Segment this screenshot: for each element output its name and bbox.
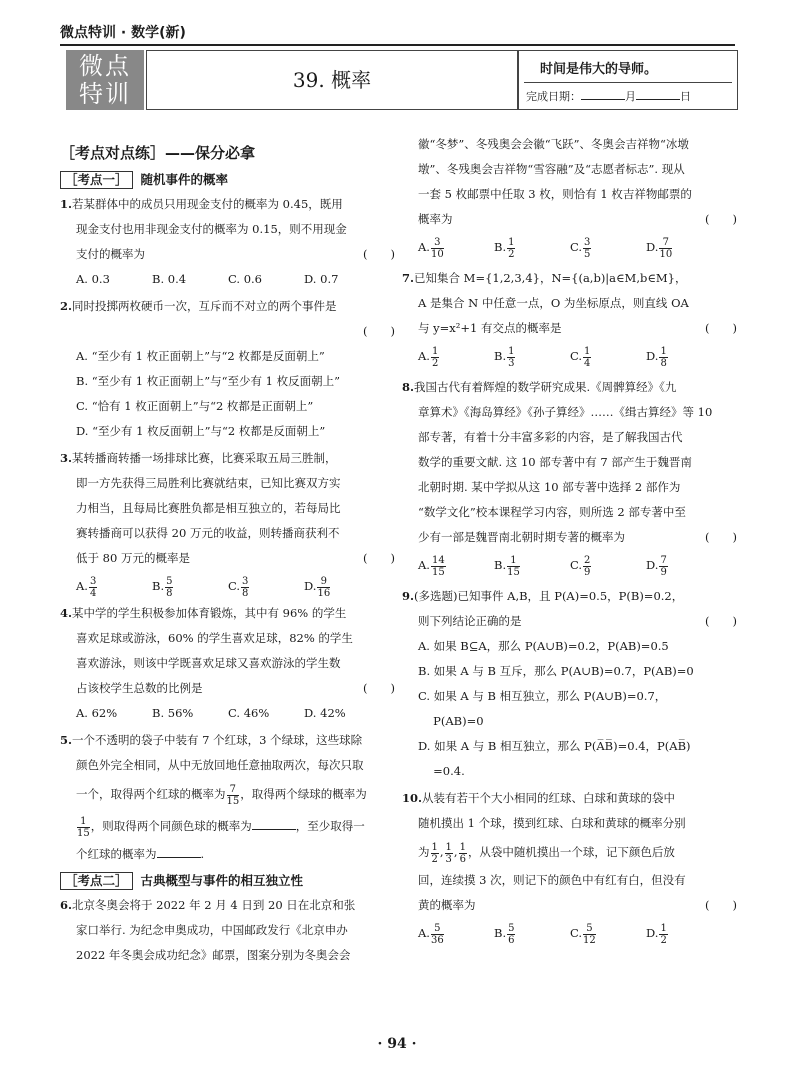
fraction	[89, 576, 97, 599]
fraction	[431, 842, 439, 865]
option-b[interactable]: B. “至少有 1 枚正面朝上”与“至少有 1 枚反面朝上”	[76, 374, 341, 388]
denominator: 4	[584, 357, 591, 369]
option-letter: A.	[418, 240, 430, 254]
option-letter: B.	[152, 579, 165, 593]
fraction	[77, 816, 90, 839]
day-label: 日	[680, 90, 691, 103]
left-column	[60, 140, 395, 968]
question-text: 一个不透明的袋子中装有 7 个红球，3 个绿球，这些球除	[72, 733, 363, 747]
fraction	[431, 346, 439, 369]
denominator: 15	[77, 827, 90, 839]
option-letter: C.	[570, 926, 583, 940]
options	[402, 341, 737, 371]
numerator: 3	[242, 575, 249, 587]
question-3	[60, 446, 395, 601]
options	[60, 571, 395, 601]
option-letter: D.	[646, 926, 659, 940]
question-text: 喜欢足球或游泳，60% 的学生喜欢足球，82% 的学生	[76, 631, 353, 645]
numerator: 5	[166, 575, 173, 587]
question-text: 赛转播商可以获得 20 万元的收益，则转播商获利不	[76, 526, 340, 540]
question-text: 一个，取得两个红球的概率为	[76, 787, 226, 801]
option-letter: A.	[418, 926, 430, 940]
numerator: 3	[431, 237, 444, 249]
option-letter: D.	[646, 240, 659, 254]
motto: 时间是伟大的导师。	[540, 62, 658, 77]
option-letter: B.	[494, 558, 507, 572]
denominator: 2	[431, 853, 438, 865]
denominator: 2	[508, 248, 515, 260]
question-text: 概率为	[418, 212, 453, 226]
section-heading: ［考点对点练］——保分必拿	[60, 144, 256, 162]
question-text: 个红球的概率为	[76, 847, 157, 861]
question-number: 1.	[60, 197, 73, 211]
question-text: 与 y=x²+1 有交点的概率是	[418, 321, 562, 335]
question-number: 6.	[60, 898, 73, 912]
denominator: 9	[660, 566, 667, 578]
question-5	[60, 728, 395, 867]
option-a[interactable]: A. 0.3	[76, 272, 110, 286]
options	[402, 232, 737, 262]
question-number: 10.	[402, 791, 423, 805]
fraction	[431, 555, 446, 578]
question-text: ，从袋中随机摸出一个球，记下颜色后放	[467, 845, 675, 859]
question-text: 回，连续摸 3 次，则记下的颜色中有红有白，但没有	[418, 873, 686, 887]
numerator: 5	[508, 922, 515, 934]
topic-title: 古典概型与事件的相互独立性	[140, 873, 304, 888]
numerator: 1	[459, 841, 466, 853]
denominator: 8	[660, 357, 667, 369]
question-text: ，取得两个绿球的概率为	[240, 787, 367, 801]
question-text: 现金支付也用非现金支付的概率为 0.15，则不用现金	[76, 222, 347, 236]
denominator: 10	[430, 248, 444, 260]
option-a[interactable]: A. “至少有 1 枚正面朝上”与“2 枚都是反面朝上”	[76, 349, 325, 363]
topic-tag: ［考点二］	[60, 872, 133, 890]
badge-line-2: 特训	[79, 80, 131, 108]
option-c[interactable]: C. 如果 A 与 B 相互独立，那么 P(A∪B)=0.7，	[418, 689, 667, 703]
question-4	[60, 601, 395, 726]
option-b[interactable]	[152, 571, 228, 601]
fraction	[507, 346, 515, 369]
fraction	[431, 237, 444, 260]
question-text: 从装有若干个大小相同的红球、白球和黄球的袋中	[422, 791, 676, 805]
question-text: “数学文化”校本课程学习内容，则所选 2 部专著中至	[418, 505, 686, 519]
fraction	[317, 576, 330, 599]
question-text: 黄的概率为	[418, 898, 476, 912]
question-text: 即一方先获得三局胜利比赛就结束，已知比赛双方实	[76, 476, 341, 490]
topic-title: 随机事件的概率	[140, 172, 229, 187]
question-text: 2022 年冬奥会成功纪念》邮票，图案分别为冬奥会会	[76, 948, 351, 962]
fraction	[583, 555, 591, 578]
question-number: 2.	[60, 299, 73, 313]
question-text: 则下列结论正确的是	[418, 614, 522, 628]
option-a[interactable]: A. 如果 B⊆A，那么 P(A∪B)=0.2，P(AB)=0.5	[418, 639, 669, 653]
option-b[interactable]	[494, 918, 570, 948]
numerator: 7	[659, 237, 672, 249]
numerator: 9	[317, 576, 330, 588]
page-number: · 94 ·	[377, 1036, 417, 1052]
question-text: 墩”、冬残奥会吉祥物“雪容融”及“志愿者标志”. 现从	[418, 162, 685, 176]
option-a[interactable]	[418, 918, 494, 948]
option-d[interactable]	[646, 550, 722, 580]
header-rule	[60, 44, 735, 46]
badge-line-1: 微点	[79, 52, 131, 80]
question-text: 某中学的学生积极参加体育锻炼，其中有 96% 的学生	[72, 606, 347, 620]
question-text: 为	[418, 845, 430, 859]
option-d[interactable]	[646, 341, 722, 371]
option-c[interactable]	[570, 918, 646, 948]
numerator: 1	[431, 841, 438, 853]
answer-paren[interactable]: ( )	[363, 681, 395, 695]
numerator: 1	[507, 555, 520, 567]
denominator: 4	[89, 587, 97, 599]
fraction	[241, 576, 249, 599]
topic-2-heading	[60, 869, 395, 893]
option-a[interactable]	[418, 550, 494, 580]
question-number: 4.	[60, 606, 73, 620]
numerator: 1	[431, 345, 439, 357]
day-blank[interactable]	[636, 89, 680, 100]
fraction	[583, 923, 596, 946]
option-letter: C.	[228, 579, 241, 593]
denominator: 2	[431, 357, 439, 369]
question-text: 家口举行. 为纪念申奥成功，中国邮政发行《北京申办	[76, 923, 348, 937]
fraction	[583, 346, 591, 369]
denominator: 16	[317, 587, 331, 599]
question-text: 占该校学生总数的比例是	[76, 681, 203, 695]
option-c-continued: P(AB)=0	[418, 714, 484, 728]
numerator: 5	[583, 923, 596, 935]
numerator: 3	[584, 236, 591, 248]
question-text: 颜色外完全相同，从中无放回地任意抽取两次，每次只取	[76, 758, 364, 772]
question-number: 8.	[402, 380, 415, 394]
option-letter: D.	[646, 349, 659, 363]
option-letter: C.	[570, 240, 583, 254]
option-letter: A.	[418, 558, 430, 572]
numerator: 5	[431, 923, 444, 935]
fraction	[227, 784, 240, 807]
option-letter: D.	[304, 579, 317, 593]
option-b[interactable]	[494, 232, 570, 262]
option-d[interactable]	[646, 918, 722, 948]
fraction	[165, 576, 173, 599]
numerator: 3	[89, 575, 97, 587]
numerator: 1	[445, 841, 452, 853]
month-blank[interactable]	[581, 89, 625, 100]
numerator: 7	[227, 784, 240, 796]
numerator: 1	[660, 922, 667, 934]
option-b[interactable]: B. 56%	[152, 706, 194, 720]
question-number: 7.	[402, 271, 415, 285]
section-badge	[66, 50, 144, 110]
option-letter: C.	[570, 558, 583, 572]
option-c[interactable]: C. “恰有 1 枚正面朝上”与“2 枚都是正面朝上”	[76, 399, 314, 413]
answer-paren[interactable]: ( )	[705, 530, 737, 544]
question-text: 北京冬奥会将于 2022 年 2 月 4 日到 20 日在北京和张	[72, 898, 356, 912]
fraction	[507, 923, 515, 946]
fraction	[659, 923, 667, 946]
topic-1-heading	[60, 168, 395, 192]
question-number: 9.	[402, 589, 415, 603]
numerator: 1	[77, 816, 90, 828]
answer-blank[interactable]	[252, 817, 296, 830]
denominator: 12	[583, 934, 596, 946]
option-letter: B.	[494, 349, 507, 363]
question-text: 徽“冬梦”、冬残奥会会徽“飞跃”、冬奥会吉祥物“冰墩	[418, 137, 689, 151]
option-d[interactable]: D. 如果 A 与 B 相互独立，那么 P(A̅B̅)=0.4，P(AB̅)	[418, 739, 691, 753]
answer-paren[interactable]: ( )	[705, 212, 737, 226]
option-c[interactable]	[570, 341, 646, 371]
question-text: 力相当，且每局比赛胜负都是相互独立的，若每局比	[76, 501, 341, 515]
numerator: 14	[431, 554, 445, 566]
question-2	[60, 294, 395, 444]
question-6-continued	[402, 132, 737, 262]
answer-paren[interactable]: ( )	[363, 324, 395, 338]
denominator: 15	[431, 566, 445, 578]
options	[402, 918, 737, 948]
question-text: 同时投掷两枚硬币一次，互斥而不对立的两个事件是	[72, 299, 337, 313]
answer-paren[interactable]: ( )	[363, 551, 395, 565]
option-c[interactable]	[570, 232, 646, 262]
denominator: 9	[584, 566, 591, 578]
options	[60, 267, 395, 292]
denominator: 6	[459, 853, 466, 865]
numerator: 1	[584, 345, 591, 357]
date-label: 完成日期：	[526, 90, 581, 103]
fraction	[445, 842, 453, 865]
numerator: 1	[660, 345, 667, 357]
question-text: (多选题)已知事件 A,B，且 P(A)=0.5，P(B)=0.2，	[414, 589, 684, 603]
question-text: 我国古代有着辉煌的数学研究成果.《周髀算经》《九	[414, 380, 677, 394]
denominator: 3	[508, 357, 515, 369]
question-text: 北朝时期. 某中学拟从这 10 部专著中选择 2 部作为	[418, 480, 681, 494]
question-7	[402, 266, 737, 371]
numerator: 7	[660, 554, 667, 566]
option-b[interactable]: B. 如果 A 与 B 互斥，那么 P(A∪B)=0.7，P(AB)=0	[418, 664, 694, 678]
fraction	[659, 346, 667, 369]
topic-tag: ［考点一］	[60, 171, 133, 189]
month-label: 月	[625, 90, 636, 103]
option-letter: A.	[418, 349, 430, 363]
question-text: 随机摸出 1 个球，摸到红球、白球和黄球的概率分别	[418, 816, 686, 830]
option-a[interactable]	[76, 571, 152, 601]
answer-paren[interactable]: ( )	[705, 614, 737, 628]
question-number: 5.	[60, 733, 73, 747]
question-1	[60, 192, 395, 292]
fraction	[459, 842, 467, 865]
denominator: 15	[226, 795, 240, 807]
option-c[interactable]: C. 46%	[228, 706, 270, 720]
option-d-continued: =0.4.	[418, 764, 465, 778]
numerator: 2	[584, 554, 591, 566]
option-d[interactable]: D. “至少有 1 枚反面朝上”与“2 枚都是反面朝上”	[76, 424, 326, 438]
denominator: 15	[507, 566, 520, 578]
fraction	[507, 555, 520, 578]
answer-paren[interactable]: ( )	[363, 247, 395, 261]
options	[60, 701, 395, 726]
answer-paren[interactable]: ( )	[705, 898, 737, 912]
question-text: 章算术》《海岛算经》《孙子算经》……《缉古算经》等 10	[418, 405, 713, 419]
denominator: 10	[659, 248, 673, 260]
answer-paren[interactable]: ( )	[705, 321, 737, 335]
option-c[interactable]	[570, 550, 646, 580]
question-text: ，至少取得一	[295, 819, 365, 833]
option-c[interactable]	[228, 571, 304, 601]
question-text: 一套 5 枚邮票中任取 3 枚，则恰有 1 枚吉祥物邮票的	[418, 187, 692, 201]
options	[402, 550, 737, 580]
denominator: 6	[508, 934, 515, 946]
question-6	[60, 893, 395, 968]
question-text: 某转播商转播一场排球比赛，比赛采取五局三胜制，	[72, 451, 337, 465]
question-text: 低于 80 万元的概率是	[76, 551, 190, 565]
fraction	[431, 923, 444, 946]
option-a[interactable]	[418, 232, 494, 262]
question-number: 3.	[60, 451, 73, 465]
option-b[interactable]	[494, 550, 570, 580]
series-title: 微点特训 · 数学(新)	[60, 25, 186, 41]
chapter-title: 39. 概率	[146, 50, 518, 110]
question-text: 少有一部是魏晋南北朝时期专著的概率为	[418, 530, 625, 544]
option-letter: B.	[494, 240, 507, 254]
denominator: 2	[660, 934, 667, 946]
option-b[interactable]	[494, 341, 570, 371]
numerator: 1	[508, 236, 515, 248]
answer-blank[interactable]	[157, 845, 201, 858]
option-a[interactable]	[418, 341, 494, 371]
question-text: 喜欢游泳，则该中学既喜欢足球又喜欢游泳的学生数	[76, 656, 341, 670]
question-text: .	[200, 847, 205, 861]
question-9	[402, 584, 737, 784]
fraction	[659, 555, 667, 578]
option-letter: B.	[494, 926, 507, 940]
option-d[interactable]: D. 0.7	[304, 272, 339, 286]
denominator: 36	[430, 934, 444, 946]
question-text: 若某群体中的成员只用现金支付的概率为 0.45，既用	[72, 197, 343, 211]
question-text: ，则取得两个同颜色球的概率为	[90, 819, 252, 833]
fraction	[507, 237, 515, 260]
option-d[interactable]	[646, 232, 722, 262]
motto-divider	[524, 82, 732, 83]
question-10: 10.从装有若干个大小相同的红球、白球和黄球的袋中 随机摸出 1 个球，摸到红球、白球和黄球的概率分别 为 $\frac{1}{2}$ , $\frac{1}{3}$ , $\frac{1}{6}$ ，从袋中随机摸出一个球，记下颜色后放 回，连续摸 3 次，则记下的颜色中有红有白，但没有 黄的概率为 ( ) A. $\frac{5}{36}$ B. $\frac{5}{6}$ C. $\frac{5}{12}$ D. $\frac{1}{2}$	[402, 786, 737, 948]
option-d[interactable]	[304, 571, 380, 601]
option-letter: D.	[646, 558, 659, 572]
right-column	[402, 132, 737, 948]
option-a[interactable]: A. 62%	[76, 706, 118, 720]
denominator: 8	[242, 587, 249, 599]
question-8	[402, 375, 737, 580]
question-text: 支付的概率为	[76, 247, 145, 261]
question-text: 已知集合 M={1,2,3,4}，N={(a,b)|a∈M,b∈M}，	[414, 271, 687, 285]
fraction	[583, 237, 591, 260]
denominator: 8	[166, 587, 173, 599]
numerator: 1	[508, 345, 515, 357]
question-text: 部专著，有着十分丰富多彩的内容，是了解我国古代	[418, 430, 683, 444]
question-text: 数学的重要文献. 这 10 部专著中有 7 部产生于魏晋南	[418, 455, 692, 469]
option-letter: A.	[76, 579, 88, 593]
option-b[interactable]: B. 0.4	[152, 272, 187, 286]
completion-date	[526, 88, 691, 104]
denominator: 5	[584, 248, 591, 260]
denominator: 3	[445, 853, 452, 865]
option-letter: C.	[570, 349, 583, 363]
option-c[interactable]: C. 0.6	[228, 272, 262, 286]
question-text: A 是集合 N 中任意一点，O 为坐标原点，则直线 OA	[418, 296, 689, 310]
option-d[interactable]: D. 42%	[304, 706, 346, 720]
fraction	[659, 237, 672, 260]
